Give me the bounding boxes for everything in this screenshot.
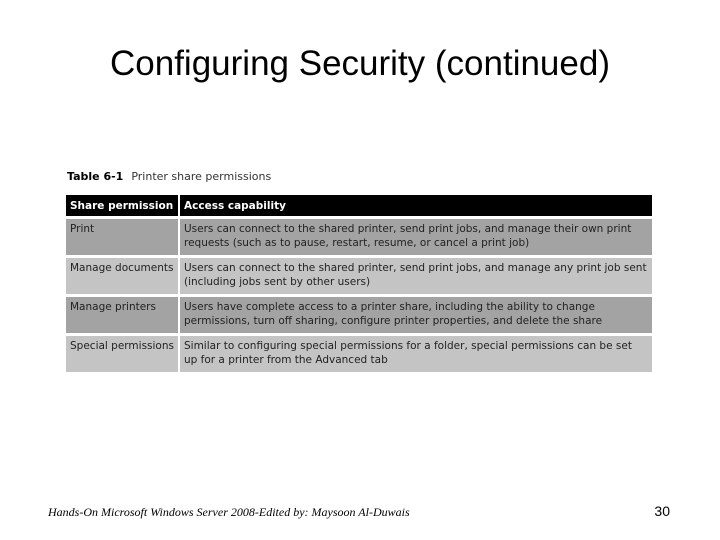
- capability-cell: Users have complete access to a printer share, including the ability to change permissions, turn off sharing, configure printer properties, and delete the share: [180, 297, 652, 333]
- slide-title: Configuring Security (continued): [110, 44, 610, 83]
- table-label: Table 6-1: [67, 170, 124, 183]
- permission-cell: Manage printers: [66, 297, 180, 333]
- table-row: [66, 297, 652, 333]
- table-row: [66, 336, 652, 372]
- header-share-permission: Share permission: [66, 195, 180, 216]
- permission-cell: Manage documents: [66, 258, 180, 294]
- permissions-table: [66, 192, 652, 375]
- capability-cell: Users can connect to the shared printer, send print jobs, and manage their own print requests (such as to pause, restart, resume, or cancel a print job): [180, 219, 652, 255]
- permission-cell: Print: [66, 219, 180, 255]
- permission-cell: Special permissions: [66, 336, 180, 372]
- page-number: 30: [654, 503, 670, 519]
- capability-cell: Users can connect to the shared printer, send print jobs, and manage any print job sent (including jobs sent by other users): [180, 258, 652, 294]
- slide-footer: Hands-On Microsoft Windows Server 2008-Edited by: Maysoon Al-Duwais: [48, 505, 410, 519]
- table-caption-text: Printer share permissions: [131, 170, 272, 183]
- table-header-row: [66, 195, 652, 216]
- header-access-capability: Access capability: [180, 195, 652, 216]
- table-row: [66, 258, 652, 294]
- table-caption: [67, 170, 271, 183]
- capability-cell: Similar to configuring special permissions for a folder, special permissions can be set up for a printer from the Advanced tab: [180, 336, 652, 372]
- table-row: [66, 219, 652, 255]
